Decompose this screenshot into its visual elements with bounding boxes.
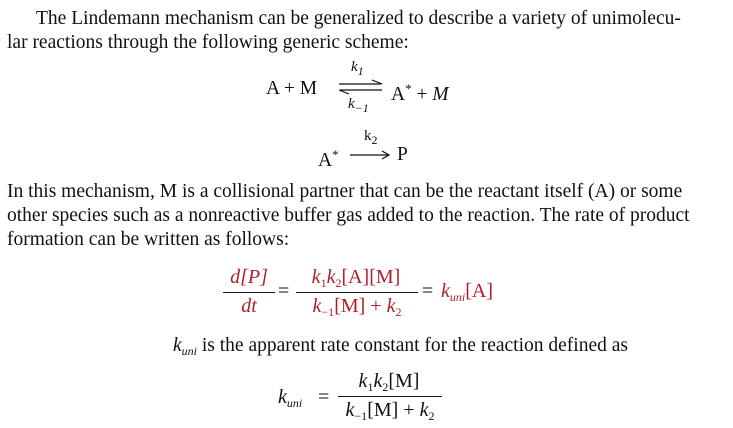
forward-arrow <box>350 150 392 160</box>
equilibrium-arrow <box>338 80 384 94</box>
rate-kuni-term: $k_{uni}[A]$ <box>441 280 493 304</box>
reaction-1-lhs: A + M <box>266 78 318 99</box>
kuni-equals: = <box>318 386 330 408</box>
reaction-1-rhs: A* + M <box>391 81 449 105</box>
body-line-1: In this mechanism, M is a collisional partner that can be the reactant itself (A) or some <box>7 181 683 202</box>
reaction-2-product: P <box>397 144 408 165</box>
body-line-3: formation can be written as follows: <box>7 229 290 250</box>
intro-line-1: The Lindemann mechanism can be generalized to describe a variety of unimolecu- <box>36 8 681 29</box>
rate-constant-forward: $k_1$ <box>351 59 364 78</box>
rate-equals-2: = <box>422 280 434 302</box>
rate-constant-reverse: $k_{-1}$ <box>348 96 369 115</box>
kuni-definition-text: $k_{uni}$ is the apparent rate constant for the reaction defined as <box>173 335 628 358</box>
kuni-lhs: $k_{uni}$ <box>278 386 303 410</box>
kuni-numerator: $k_1k_2[M]$ <box>358 370 420 394</box>
rate-rhs-numerator: $k_1k_2[A][M]$ <box>311 266 401 290</box>
rate-rhs-fraction-bar <box>296 292 418 293</box>
rate-lhs-fraction-bar <box>223 292 275 293</box>
rate-constant-k2: $k_2$ <box>364 128 378 147</box>
rate-rhs-denominator: $k_{-1}[M] + k_2$ <box>312 295 402 319</box>
intro-line-2: lar reactions through the following generic scheme: <box>7 32 409 53</box>
reaction-2-lhs: A* <box>318 147 339 171</box>
rate-equals-1: = <box>278 280 290 302</box>
rate-lhs-denominator: dt <box>241 295 257 317</box>
body-line-2: other species such as a nonreactive buffer gas added to the reaction. The rate of product <box>7 205 690 226</box>
rate-lhs-numerator: d[P] <box>230 266 268 288</box>
kuni-fraction-bar <box>338 396 442 397</box>
kuni-denominator: $k_{-1}[M] + k_2$ <box>345 399 435 423</box>
